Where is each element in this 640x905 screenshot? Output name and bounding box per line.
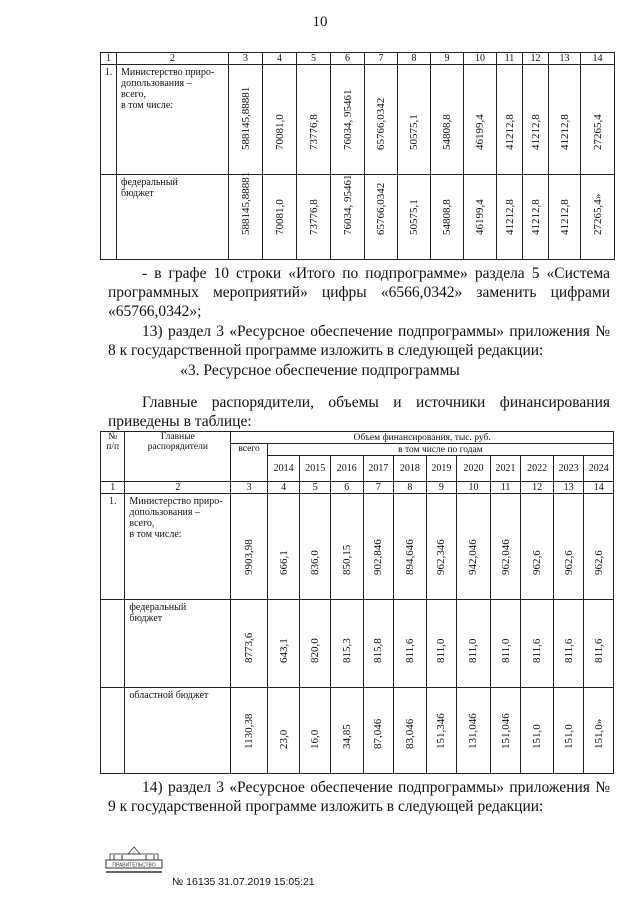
value-cell — [457, 600, 491, 688]
column-number-cell: 7 — [365, 53, 398, 65]
value-text: 643,1 — [277, 638, 290, 663]
row-number-cell — [101, 600, 125, 688]
value-cell — [457, 688, 491, 774]
value-cell — [490, 494, 521, 600]
value-cell — [363, 600, 394, 688]
value-cell — [300, 600, 331, 688]
row-label: федеральный бюджет — [129, 602, 187, 624]
column-number-cell: 5 — [297, 53, 331, 65]
year-cell: 2015 — [300, 456, 331, 482]
value-cell — [431, 175, 464, 260]
column-number-cell: 11 — [490, 482, 521, 494]
value-cell — [398, 65, 431, 175]
value-text: 962,6 — [531, 550, 544, 575]
column-number-cell: 1 — [101, 53, 117, 65]
value-text: 588145,88881 — [239, 171, 252, 235]
value-cell — [267, 688, 300, 774]
value-text: 16,0 — [309, 729, 322, 749]
value-cell — [581, 65, 615, 175]
value-cell — [464, 65, 497, 175]
value-cell — [521, 600, 554, 688]
column-number-cell: 8 — [394, 482, 427, 494]
value-text: 73776,8 — [307, 114, 320, 150]
value-text: 23,0 — [277, 729, 290, 749]
value-cell — [363, 494, 394, 600]
value-text: 942,046 — [467, 539, 480, 575]
value-text: 962,6 — [592, 550, 605, 575]
funding-table — [100, 431, 614, 774]
value-text: 151,0 — [531, 724, 544, 749]
column-number-row — [101, 482, 614, 494]
row-label: Министерство приро- допользования – всего, в том числе: — [121, 67, 215, 111]
value-cell — [365, 65, 398, 175]
year-cell: 2020 — [457, 456, 491, 482]
value-cell — [549, 175, 581, 260]
value-text: 76034, 95461 — [341, 89, 354, 150]
column-number-cell: 13 — [549, 53, 581, 65]
value-cell — [584, 494, 614, 600]
value-text: 811,6 — [592, 638, 605, 663]
row-label-cell — [125, 600, 231, 688]
header-num: № п/п — [101, 432, 125, 482]
registration-number: № 16135 31.07.2019 15:05:21 — [172, 876, 315, 888]
value-text: 131,046 — [467, 713, 480, 749]
row-number-cell — [101, 688, 125, 774]
value-cell — [297, 175, 331, 260]
value-cell — [331, 175, 365, 260]
value-text: 70081,0 — [273, 199, 286, 235]
column-number-cell: 12 — [521, 482, 554, 494]
value-text: 41212,8 — [529, 114, 542, 150]
value-text: 151,0» — [592, 718, 605, 749]
value-text: 65766,0342 — [375, 97, 387, 150]
column-number-cell: 13 — [553, 482, 584, 494]
value-text: 50575,1 — [408, 199, 420, 235]
value-text: 666,1 — [277, 550, 290, 575]
column-number-cell: 4 — [267, 482, 300, 494]
value-text: 27265,4 — [591, 114, 604, 150]
value-text: 50575,1 — [408, 114, 420, 150]
value-text: 815,3 — [340, 638, 353, 663]
value-cell — [297, 65, 331, 175]
column-number-cell: 9 — [426, 482, 457, 494]
table-row — [101, 65, 615, 175]
column-number-cell: 3 — [229, 53, 263, 65]
value-text: 41212,8 — [558, 199, 571, 235]
value-cell — [553, 600, 584, 688]
paragraph-graph-10: - в графе 10 строки «Итого по подпрограмме» раздела 5 «Система программных мероприятий» цифры «6566,0342» заменить цифрами «65766,0342»; — [108, 265, 610, 320]
column-number-cell: 14 — [581, 53, 615, 65]
column-number-cell: 9 — [431, 53, 464, 65]
column-number-cell: 11 — [497, 53, 523, 65]
year-cell: 2017 — [363, 456, 394, 482]
value-text: 151,046 — [499, 713, 512, 749]
value-cell — [330, 494, 363, 600]
value-text: 65766,0342 — [375, 182, 387, 235]
paragraph-item-13: 13) раздел 3 «Ресурсное обеспечение подпрограммы» приложения № 8 к государственной программе изложить в следующей редакции: — [108, 323, 610, 359]
value-cell — [490, 600, 521, 688]
column-number-cell: 2 — [117, 53, 229, 65]
value-text: 27265,4» — [591, 193, 604, 235]
value-cell — [263, 175, 297, 260]
value-cell — [267, 494, 300, 600]
value-cell — [521, 494, 554, 600]
row-label-cell — [117, 175, 229, 260]
value-cell — [497, 175, 523, 260]
section-heading: «3. Ресурсное обеспечение подпрограммы — [180, 362, 460, 379]
table-row — [101, 494, 614, 600]
value-text: 46199,4 — [474, 199, 486, 235]
column-number-cell: 3 — [231, 482, 268, 494]
column-number-cell: 8 — [398, 53, 431, 65]
value-cell — [523, 65, 549, 175]
value-text: 41212,8 — [529, 199, 542, 235]
year-cell: 2024 — [584, 456, 614, 482]
value-cell — [431, 65, 464, 175]
value-text: 9903,98 — [243, 539, 256, 575]
value-text: 41212,8 — [503, 114, 516, 150]
value-text: 962,046 — [499, 539, 512, 575]
stamp-text: ПРАВИТЕЛЬСТВО — [112, 862, 156, 869]
value-cell — [426, 494, 457, 600]
table-row — [101, 688, 614, 774]
column-number-cell: 7 — [363, 482, 394, 494]
value-text: 836,0 — [309, 550, 322, 575]
year-cell: 2016 — [330, 456, 363, 482]
value-cell — [398, 175, 431, 260]
table-row — [101, 175, 615, 260]
value-text: 811,6 — [403, 638, 416, 663]
row-label-cell — [125, 494, 231, 600]
value-text: 811,0 — [499, 638, 512, 663]
value-text: 588145,88881 — [239, 86, 252, 150]
value-text: 962,346 — [435, 539, 448, 575]
value-cell — [300, 688, 331, 774]
header-volume: Объем финансирования, тыс. руб. — [231, 432, 614, 444]
value-text: 87,046 — [372, 718, 385, 749]
column-number-cell: 10 — [464, 53, 497, 65]
value-cell — [553, 494, 584, 600]
header-main: Главные распорядители — [125, 432, 231, 482]
table-continued — [100, 52, 615, 260]
value-text: 902,846 — [372, 539, 385, 575]
value-text: 76034, 95461 — [341, 174, 354, 235]
value-text: 820,0 — [309, 638, 322, 663]
paragraph-item-14: 14) раздел 3 «Ресурсное обеспечение подпрограммы» приложения № 9 к государственной программе изложить в следующей редакции: — [108, 779, 610, 815]
row-number-cell: 1. — [101, 65, 117, 175]
value-cell — [523, 175, 549, 260]
value-cell — [300, 494, 331, 600]
value-cell — [330, 600, 363, 688]
value-cell — [549, 65, 581, 175]
column-number-cell: 6 — [331, 53, 365, 65]
value-text: 962,6 — [562, 550, 575, 575]
value-cell — [229, 65, 263, 175]
column-number-cell: 10 — [457, 482, 491, 494]
column-number-cell: 6 — [330, 482, 363, 494]
row-label: областной бюджет — [129, 690, 209, 701]
value-text: 815,8 — [372, 638, 385, 663]
column-number-row — [101, 53, 615, 65]
year-cell: 2022 — [521, 456, 554, 482]
value-cell — [584, 600, 614, 688]
value-cell — [363, 688, 394, 774]
row-number-cell — [101, 175, 117, 260]
row-label-cell — [117, 65, 229, 175]
header-incl: в том числе по годам — [267, 444, 613, 456]
value-cell — [426, 688, 457, 774]
value-cell — [464, 175, 497, 260]
value-cell — [394, 494, 427, 600]
value-text: 811,6 — [531, 638, 544, 663]
value-cell — [231, 600, 268, 688]
value-text: 70081,0 — [273, 114, 286, 150]
value-text: 41212,8 — [503, 199, 516, 235]
value-cell — [330, 688, 363, 774]
value-text: 83,046 — [403, 718, 416, 749]
value-text: 850,15 — [340, 544, 353, 575]
value-cell — [267, 600, 300, 688]
column-number-cell: 4 — [263, 53, 297, 65]
page-number: 10 — [312, 14, 328, 30]
row-number-cell: 1. — [101, 494, 125, 600]
value-text: 1130,38 — [243, 713, 256, 749]
row-label: Министерство приро- допользования – всего, в том числе: — [129, 496, 223, 540]
value-text: 151,346 — [435, 713, 448, 749]
value-text: 894,646 — [403, 539, 416, 575]
government-emblem-icon — [104, 846, 164, 876]
value-text: 811,0 — [435, 638, 448, 663]
paragraph-table-intro: Главные распорядители, объемы и источники финансирования приведены в таблице: — [108, 394, 610, 430]
value-text: 73776,8 — [307, 199, 320, 235]
value-cell — [331, 65, 365, 175]
value-text: 34,85 — [340, 724, 353, 749]
row-label: федеральный бюджет — [121, 177, 178, 199]
value-cell — [553, 688, 584, 774]
column-number-cell: 12 — [523, 53, 549, 65]
value-cell — [584, 688, 614, 774]
value-text: 151,0 — [562, 724, 575, 749]
value-cell — [497, 65, 523, 175]
year-cell: 2019 — [426, 456, 457, 482]
value-cell — [365, 175, 398, 260]
value-cell — [263, 65, 297, 175]
year-cell: 2014 — [267, 456, 300, 482]
value-text: 8773,6 — [243, 632, 256, 663]
column-number-cell: 2 — [125, 482, 231, 494]
header-total: всего — [231, 444, 268, 482]
row-label-cell — [125, 688, 231, 774]
value-text: 41212,8 — [558, 114, 571, 150]
value-cell — [490, 688, 521, 774]
year-cell: 2023 — [553, 456, 584, 482]
year-cell: 2021 — [490, 456, 521, 482]
value-cell — [394, 688, 427, 774]
value-text: 46199,4 — [474, 114, 486, 150]
value-cell — [457, 494, 491, 600]
value-cell — [581, 175, 615, 260]
column-number-cell: 14 — [584, 482, 614, 494]
value-cell — [231, 688, 268, 774]
value-text: 54808,8 — [441, 114, 453, 150]
value-text: 54808,8 — [441, 199, 453, 235]
value-cell — [521, 688, 554, 774]
value-text: 811,0 — [467, 638, 480, 663]
column-number-cell: 1 — [101, 482, 125, 494]
value-cell — [229, 171, 263, 260]
column-number-cell: 5 — [300, 482, 331, 494]
value-cell — [231, 494, 268, 600]
year-cell: 2018 — [394, 456, 427, 482]
value-cell — [394, 600, 427, 688]
table-row — [101, 600, 614, 688]
value-text: 811,6 — [562, 638, 575, 663]
value-cell — [426, 600, 457, 688]
